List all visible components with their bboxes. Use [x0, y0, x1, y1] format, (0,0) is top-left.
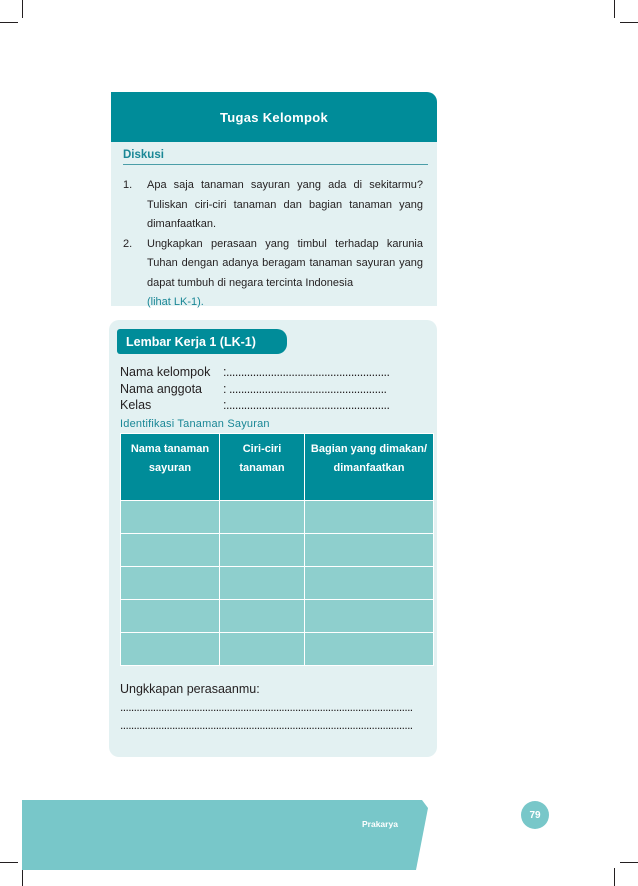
feelings-answer-line[interactable]: ........................................................................................................... — [120, 718, 413, 732]
table-cell[interactable] — [305, 534, 434, 567]
table-header-row — [121, 434, 434, 501]
worksheet-reference-link[interactable]: (lihat LK-1). — [147, 296, 204, 308]
group-name-field[interactable]: :....................................................... — [223, 365, 390, 379]
list-item — [123, 176, 423, 235]
list-item — [123, 235, 423, 313]
divider — [123, 164, 428, 165]
table-cell[interactable] — [305, 633, 434, 666]
column-header: Nama tanaman sayuran — [121, 434, 220, 501]
identity-form — [120, 364, 389, 414]
form-row — [120, 381, 389, 398]
crop-mark — [22, 0, 23, 18]
crop-mark — [0, 22, 18, 23]
table-cell[interactable] — [220, 633, 305, 666]
crop-mark — [0, 862, 18, 863]
crop-mark — [614, 868, 615, 886]
book-title: Prakarya — [362, 819, 398, 829]
table-cell[interactable] — [220, 501, 305, 534]
vegetable-table — [120, 433, 434, 666]
table-cell[interactable] — [121, 600, 220, 633]
question-number: 2. — [123, 237, 133, 250]
table-row — [121, 534, 434, 567]
worksheet-box — [109, 320, 437, 757]
crop-mark — [614, 0, 615, 18]
feelings-label: Ungkkapan perasaanmu: — [120, 682, 260, 696]
class-field[interactable]: :....................................................... — [223, 398, 390, 412]
group-task-box — [111, 92, 437, 306]
table-row — [121, 567, 434, 600]
crop-mark — [620, 22, 638, 23]
question-number: 1. — [123, 179, 133, 191]
table-title: Identifikasi Tanaman Sayuran — [120, 418, 270, 430]
table-cell[interactable] — [305, 567, 434, 600]
column-header: Ciri-ciri tanaman — [220, 434, 305, 501]
page-number: 79 — [521, 801, 549, 829]
field-label: Nama anggota — [120, 381, 203, 396]
table-row — [121, 501, 434, 534]
form-row — [120, 397, 389, 414]
table-cell[interactable] — [121, 501, 220, 534]
footer-band — [22, 800, 428, 870]
feelings-answer-line[interactable]: ........................................................................................................... — [120, 700, 413, 714]
discussion-label: Diskusi — [123, 149, 164, 161]
question-text: Ungkapkan perasaan yang timbul terhadap karunia Tuhan dengan adanya beragam tanaman sayuran yang dapat tumbuh di negara tercinta Indonesia — [147, 237, 423, 289]
column-header: Bagian yang dimakan/ dimanfaatkan — [305, 434, 434, 501]
table-cell[interactable] — [305, 501, 434, 534]
question-text: Apa saja tanaman sayuran yang ada di sekitarmu? Tuliskan ciri-ciri tanaman dan bagian tanaman yang dimanfaatkan. — [147, 179, 423, 230]
table-row — [121, 633, 434, 666]
worksheet-tab: Lembar Kerja 1 (LK-1) — [117, 329, 287, 354]
group-task-title: Tugas Kelompok — [111, 92, 437, 142]
table-cell[interactable] — [220, 567, 305, 600]
crop-mark — [620, 862, 638, 863]
table-cell[interactable] — [220, 600, 305, 633]
field-label: Nama kelompok — [120, 365, 211, 379]
table-cell[interactable] — [121, 633, 220, 666]
crop-mark — [22, 868, 23, 886]
table-cell[interactable] — [220, 534, 305, 567]
table-cell[interactable] — [121, 567, 220, 600]
table-cell[interactable] — [121, 534, 220, 567]
form-row — [120, 364, 389, 381]
table-row — [121, 600, 434, 633]
field-label: Kelas — [120, 398, 152, 412]
question-text-wrapper — [147, 235, 423, 313]
members-field[interactable]: : ..................................................... — [223, 381, 387, 396]
table-cell[interactable] — [305, 600, 434, 633]
question-list — [123, 176, 423, 313]
